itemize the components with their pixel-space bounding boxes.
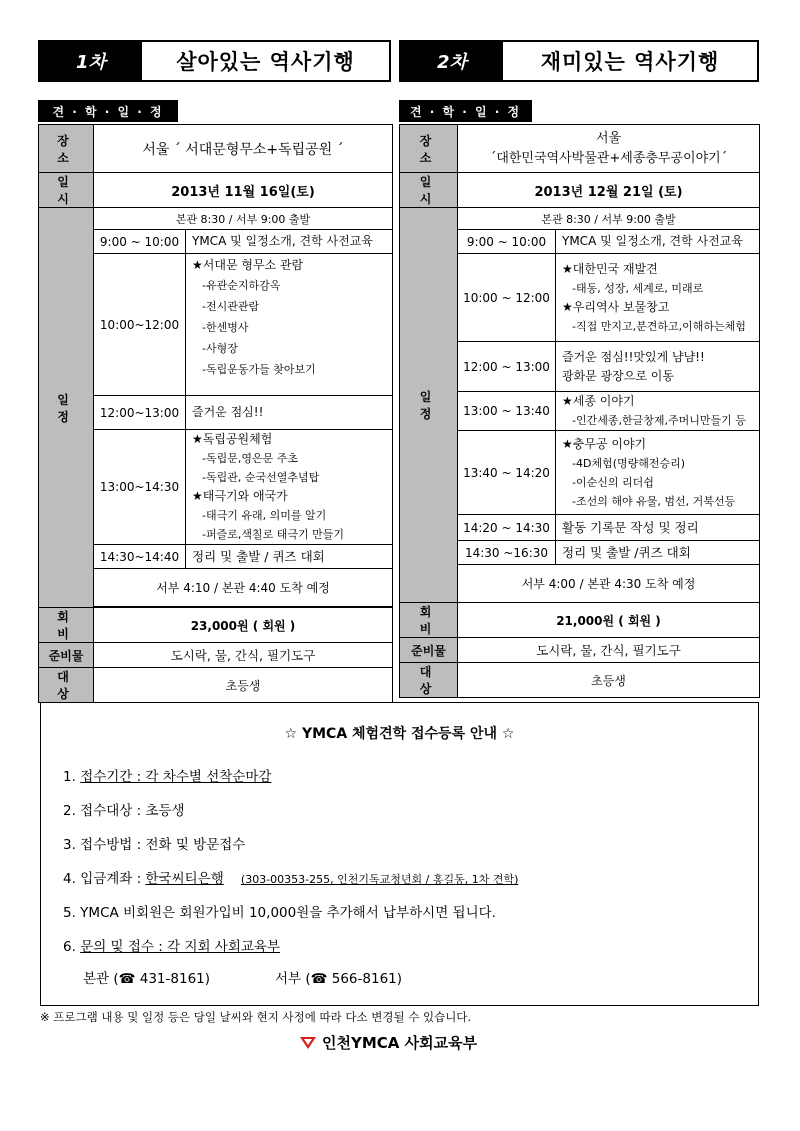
round2-tag: 견 · 학 · 일 · 정: [399, 100, 532, 122]
depart-info: 본관 8:30 / 서부 9:00 출발: [94, 208, 393, 230]
schedule-desc: ★충무공 이야기 -4D체험(명량해전승리) -이순신의 리더쉽 -조선의 해야 유물, 범선, 거북선등: [556, 431, 760, 515]
contact-west: 서부 (☎ 566-8161): [275, 971, 403, 987]
notice-item-4: 4. 입금계좌 : 한국씨티은행 (303-00353-255, 인천기독교청년회 / 홍길동, 1차 견학): [63, 871, 519, 887]
date-label: 일 시: [400, 173, 458, 208]
arrive-info: 서부 4:00 / 본관 4:30 도착 예정: [458, 565, 760, 603]
fee-value: 21,000원 ( 회원 ): [458, 603, 760, 638]
place-label: 장 소: [400, 125, 458, 173]
schedule-time: 14:20 ~ 14:30: [458, 515, 556, 541]
target-label: 대 상: [400, 663, 458, 698]
schedule-desc: ★서대문 형무소 관람 -유관순지하감옥 -전시관관람 -한센병사 -사형장 -독립운동가들 찾아보기: [186, 254, 393, 396]
arrive-info: 서부 4:10 / 본관 4:40 도착 예정: [94, 569, 393, 607]
schedule-time: 13:00 ~ 13:40: [458, 392, 556, 431]
schedule-time: 10:00~12:00: [94, 254, 186, 396]
registration-notice: [40, 702, 759, 1006]
round1-title: 살아있는 역사기행: [176, 50, 355, 74]
fee-label: 회 비: [400, 603, 458, 638]
schedule-desc: YMCA 및 일정소개, 견학 사전교육: [186, 230, 393, 254]
schedule-label: 일 정: [400, 208, 458, 603]
place-label: 장 소: [39, 125, 94, 173]
contact-main: 본관 (☎ 431-8161): [83, 971, 211, 987]
place-value: 서울 ´ 서대문형무소+독립공원 ´: [94, 125, 393, 173]
notice-item-1: 1. 접수기간 : 각 차수별 선착순마감: [63, 769, 272, 785]
schedule-desc: ★대한민국 재발견 -태동, 성장, 세계로, 미래로 ★우리역사 보물창고 -직접 만지고,분견하고,이해하는체험: [556, 254, 760, 342]
notice-item-6: 6. 문의 및 접수 : 각 지회 사회교육부: [63, 939, 281, 955]
notice-item-2: 2. 접수대상 : 초등생: [63, 803, 185, 819]
schedule-time: 13:00~14:30: [94, 430, 186, 545]
organization-name: 인천YMCA 사회교육부: [322, 1034, 478, 1052]
schedule-desc: 즐거운 점심!!맛있게 냠냠!! 광화문 광장으로 이동: [556, 342, 760, 392]
fee-value: 23,000원 ( 회원 ): [94, 608, 393, 643]
ymca-logo-icon: [300, 1037, 316, 1049]
date-label: 일 시: [39, 173, 94, 208]
schedule-time: 12:00 ~ 13:00: [458, 342, 556, 392]
schedule-time: 13:40 ~ 14:20: [458, 431, 556, 515]
date-value: 2013년 11월 16일(토): [94, 173, 393, 208]
prep-label: 준비물: [400, 638, 458, 663]
round2-number: 2차: [401, 42, 503, 80]
round2-header: [399, 40, 759, 82]
schedule-desc: 정리 및 출발 /퀴즈 대회: [556, 541, 760, 565]
schedule-time: 9:00 ~ 10:00: [458, 230, 556, 254]
schedule-label: 일 정: [39, 208, 94, 608]
notice-heading: ☆ YMCA 체험견학 접수등록 안내 ☆: [284, 726, 515, 742]
prep-label: 준비물: [39, 643, 94, 668]
depart-info: 본관 8:30 / 서부 9:00 출발: [458, 208, 760, 230]
schedule-desc: 정리 및 출발 / 퀴즈 대회: [186, 545, 393, 569]
round1-tag: 견 · 학 · 일 · 정: [38, 100, 178, 122]
round2-table: [399, 124, 760, 698]
schedule-desc: YMCA 및 일정소개, 견학 사전교육: [556, 230, 760, 254]
prep-value: 도시락, 물, 간식, 필기도구: [458, 638, 760, 663]
place-value: 서울 ´대한민국역사박물관+세종충무공이야기´: [458, 125, 760, 173]
round1-header: [38, 40, 391, 82]
target-value: 초등생: [94, 668, 393, 703]
target-value: 초등생: [458, 663, 760, 698]
schedule-desc: 활동 기록문 작성 및 정리: [556, 515, 760, 541]
schedule-time: 9:00 ~ 10:00: [94, 230, 186, 254]
round1-table: [38, 124, 393, 703]
schedule-time: 14:30~14:40: [94, 545, 186, 569]
footnote: ※ 프로그램 내용 및 일정 등은 당일 날씨와 현지 사정에 따라 다소 변경될 수 있습니다.: [40, 1010, 472, 1024]
organization: [300, 1032, 477, 1053]
round1-number: 1차: [40, 42, 142, 80]
notice-item-3: 3. 접수방법 : 전화 및 방문접수: [63, 837, 246, 853]
schedule-desc: ★독립공원체험 -독립문,영은문 주초 -독립관, 순국선열추념탑 ★태극기와 애국가 -태극기 유래, 의미를 알기 -퍼즐로,색칠로 태극기 만들기: [186, 430, 393, 545]
fee-label: 회 비: [39, 608, 94, 643]
schedule-time: 10:00 ~ 12:00: [458, 254, 556, 342]
round2-title: 재미있는 역사기행: [540, 50, 720, 74]
schedule-desc: ★세종 이야기 -인간세종,한글창제,주머니만들기 등: [556, 392, 760, 431]
target-label: 대 상: [39, 668, 94, 703]
date-value: 2013년 12월 21일 (토): [458, 173, 760, 208]
schedule-time: 12:00~13:00: [94, 396, 186, 430]
schedule-time: 14:30 ~16:30: [458, 541, 556, 565]
notice-item-5: 5. YMCA 비회원은 회원가입비 10,000원을 추가해서 납부하시면 됩니다.: [63, 905, 496, 921]
schedule-desc: 즐거운 점심!!: [186, 396, 393, 430]
prep-value: 도시락, 물, 간식, 필기도구: [94, 643, 393, 668]
